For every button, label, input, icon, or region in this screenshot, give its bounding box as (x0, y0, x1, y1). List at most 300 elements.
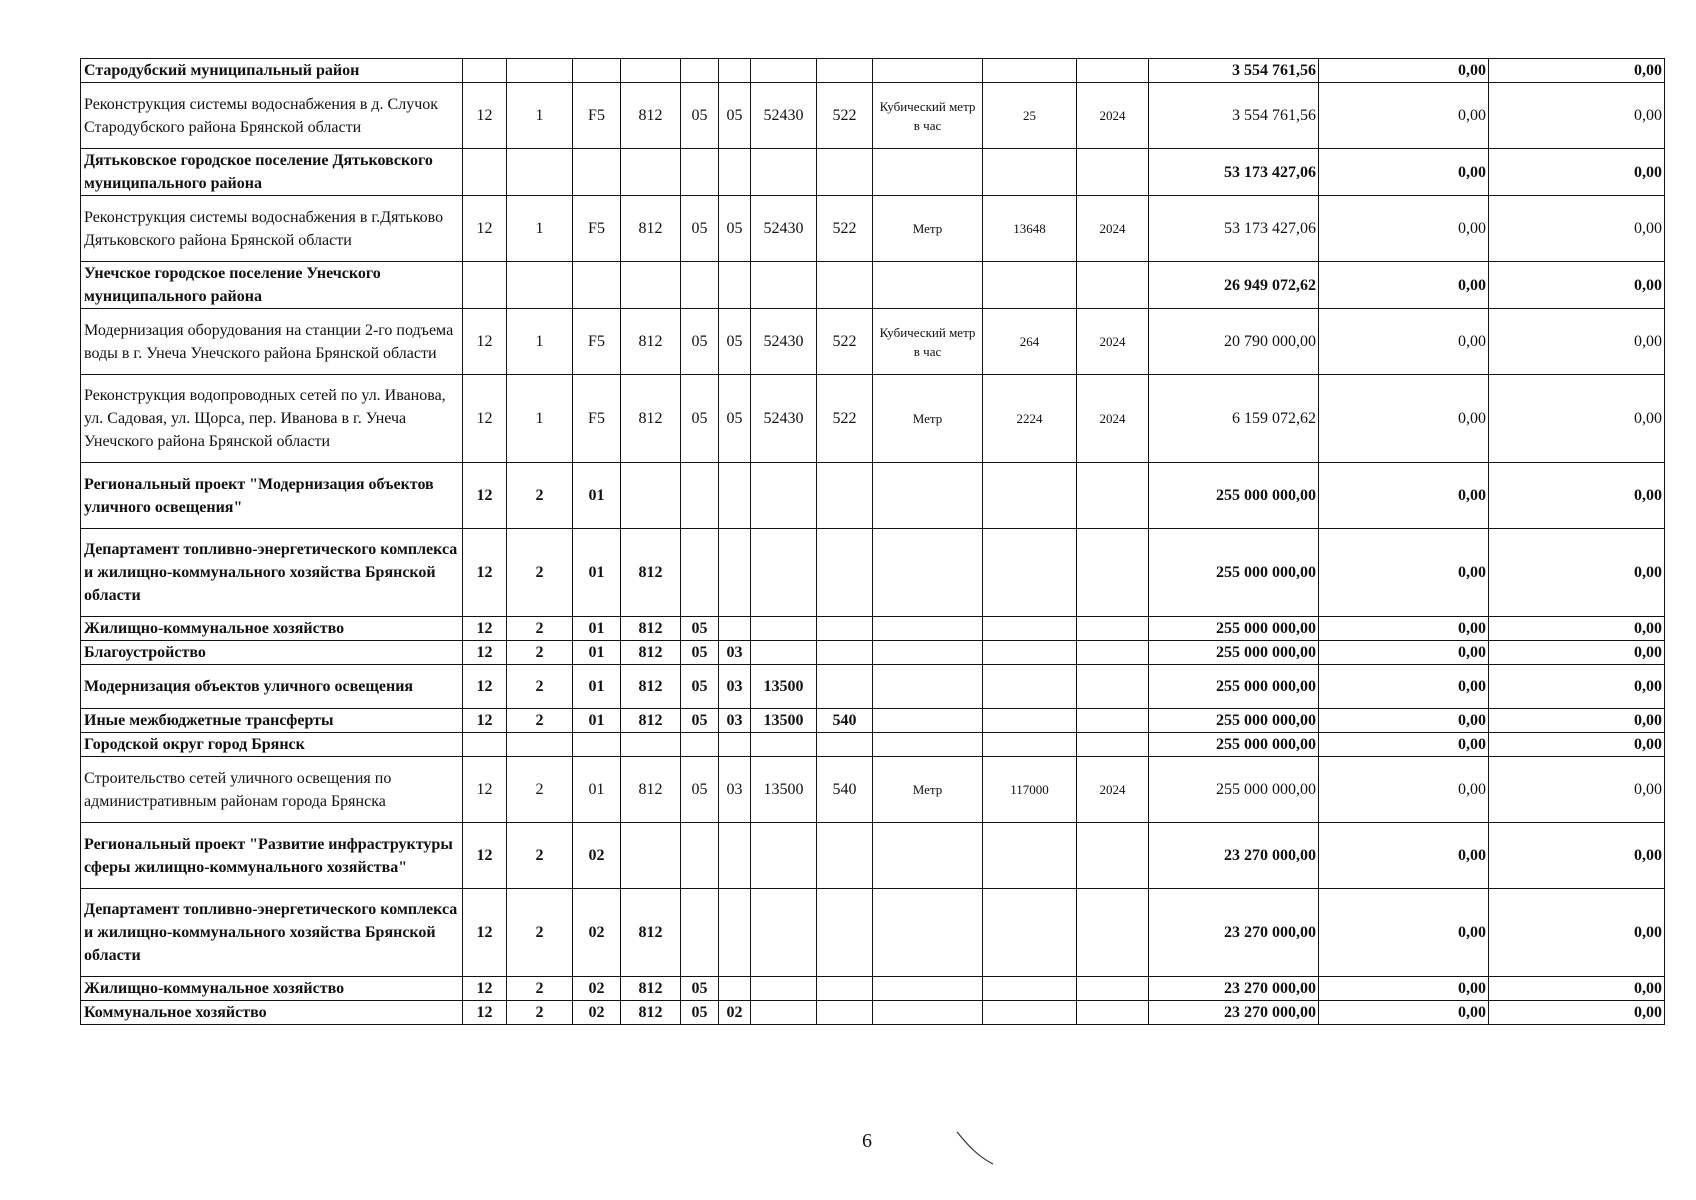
year-value (1077, 617, 1149, 641)
code-gp: 12 (463, 196, 507, 262)
code-rz (681, 59, 719, 83)
code-rz (681, 529, 719, 617)
unit-of-measure (873, 59, 983, 83)
code-pp (507, 59, 573, 83)
code-pr (719, 823, 751, 889)
code-pp: 2 (507, 823, 573, 889)
code-rz: 05 (681, 1001, 719, 1025)
table-row (81, 196, 1665, 262)
capacity-value (983, 977, 1077, 1001)
amount-2025: 0,00 (1319, 889, 1489, 977)
unit-of-measure (873, 823, 983, 889)
code-rz: 05 (681, 757, 719, 823)
code-pp: 2 (507, 529, 573, 617)
table-row (81, 309, 1665, 375)
row-name: Стародубский муниципальный район (81, 59, 463, 83)
amount-2025: 0,00 (1319, 823, 1489, 889)
table-row (81, 83, 1665, 149)
unit-of-measure (873, 617, 983, 641)
amount-2025: 0,00 (1319, 529, 1489, 617)
table-row (81, 375, 1665, 463)
code-gp: 12 (463, 617, 507, 641)
unit-of-measure (873, 977, 983, 1001)
code-gp: 12 (463, 83, 507, 149)
amount-2025: 0,00 (1319, 196, 1489, 262)
code-pp: 1 (507, 375, 573, 463)
amount-2025: 0,00 (1319, 309, 1489, 375)
capacity-value (983, 641, 1077, 665)
capacity-value (983, 463, 1077, 529)
table-row (81, 665, 1665, 709)
code-vr: 522 (817, 83, 873, 149)
capacity-value (983, 262, 1077, 309)
year-value (1077, 262, 1149, 309)
code-vr (817, 977, 873, 1001)
unit-of-measure (873, 733, 983, 757)
code-gp (463, 733, 507, 757)
code-vr: 522 (817, 309, 873, 375)
code-vr (817, 529, 873, 617)
code-vr: 522 (817, 375, 873, 463)
amount-2025: 0,00 (1319, 757, 1489, 823)
unit-of-measure: Метр (873, 196, 983, 262)
code-pp: 2 (507, 641, 573, 665)
year-value (1077, 709, 1149, 733)
amount-2024: 255 000 000,00 (1149, 709, 1319, 733)
code-pp: 1 (507, 309, 573, 375)
code-project: 01 (573, 757, 621, 823)
year-value: 2024 (1077, 83, 1149, 149)
code-pr: 03 (719, 757, 751, 823)
capacity-value: 2224 (983, 375, 1077, 463)
code-rz (681, 733, 719, 757)
unit-of-measure (873, 1001, 983, 1025)
code-pr (719, 149, 751, 196)
capacity-value (983, 733, 1077, 757)
code-project: 02 (573, 823, 621, 889)
table-row (81, 529, 1665, 617)
code-vr (817, 463, 873, 529)
amount-2026: 0,00 (1489, 59, 1665, 83)
capacity-value: 25 (983, 83, 1077, 149)
code-gp: 12 (463, 823, 507, 889)
amount-2026: 0,00 (1489, 709, 1665, 733)
year-value (1077, 823, 1149, 889)
capacity-value: 117000 (983, 757, 1077, 823)
code-project: F5 (573, 309, 621, 375)
code-gp: 12 (463, 665, 507, 709)
unit-of-measure: Кубический метр в час (873, 309, 983, 375)
code-project: F5 (573, 196, 621, 262)
amount-2024: 255 000 000,00 (1149, 757, 1319, 823)
code-pp: 2 (507, 617, 573, 641)
table-row (81, 709, 1665, 733)
table-row (81, 463, 1665, 529)
code-pr (719, 463, 751, 529)
code-pp: 2 (507, 1001, 573, 1025)
code-pp: 2 (507, 977, 573, 1001)
code-project: F5 (573, 83, 621, 149)
capacity-value (983, 149, 1077, 196)
row-name: Жилищно-коммунальное хозяйство (81, 977, 463, 1001)
code-grbs: 812 (621, 83, 681, 149)
code-pr: 03 (719, 709, 751, 733)
year-value (1077, 665, 1149, 709)
code-pr (719, 529, 751, 617)
amount-2026: 0,00 (1489, 641, 1665, 665)
unit-of-measure (873, 529, 983, 617)
amount-2024: 6 159 072,62 (1149, 375, 1319, 463)
code-project (573, 733, 621, 757)
table-row (81, 823, 1665, 889)
year-value (1077, 733, 1149, 757)
code-project (573, 149, 621, 196)
code-pr: 02 (719, 1001, 751, 1025)
amount-2024: 53 173 427,06 (1149, 196, 1319, 262)
row-name: Строительство сетей уличного освещения по административным районам города Брянска (81, 757, 463, 823)
amount-2024: 26 949 072,62 (1149, 262, 1319, 309)
table-row (81, 641, 1665, 665)
amount-2024: 255 000 000,00 (1149, 665, 1319, 709)
row-name: Жилищно-коммунальное хозяйство (81, 617, 463, 641)
amount-2026: 0,00 (1489, 196, 1665, 262)
code-target (751, 149, 817, 196)
code-rz: 05 (681, 977, 719, 1001)
amount-2024: 255 000 000,00 (1149, 529, 1319, 617)
code-pr (719, 617, 751, 641)
unit-of-measure (873, 709, 983, 733)
amount-2026: 0,00 (1489, 463, 1665, 529)
row-name: Департамент топливно-энергетического комплекса и жилищно-коммунального хозяйства Брянской области (81, 889, 463, 977)
code-vr (817, 1001, 873, 1025)
amount-2026: 0,00 (1489, 617, 1665, 641)
code-grbs: 812 (621, 375, 681, 463)
row-name: Модернизация оборудования на станции 2-го подъема воды в г. Унеча Унечского района Брянской области (81, 309, 463, 375)
amount-2024: 23 270 000,00 (1149, 977, 1319, 1001)
row-name: Городской округ город Брянск (81, 733, 463, 757)
amount-2026: 0,00 (1489, 149, 1665, 196)
code-grbs: 812 (621, 665, 681, 709)
code-gp: 12 (463, 757, 507, 823)
code-target: 52430 (751, 196, 817, 262)
unit-of-measure (873, 149, 983, 196)
table-row (81, 149, 1665, 196)
code-pr (719, 977, 751, 1001)
code-rz (681, 889, 719, 977)
code-rz (681, 149, 719, 196)
code-target (751, 529, 817, 617)
code-vr (817, 262, 873, 309)
code-rz: 05 (681, 709, 719, 733)
code-rz: 05 (681, 375, 719, 463)
amount-2026: 0,00 (1489, 823, 1665, 889)
code-pr (719, 59, 751, 83)
code-pr: 05 (719, 309, 751, 375)
code-project: 01 (573, 709, 621, 733)
year-value (1077, 977, 1149, 1001)
capacity-value: 264 (983, 309, 1077, 375)
unit-of-measure (873, 262, 983, 309)
code-target: 13500 (751, 665, 817, 709)
code-target (751, 823, 817, 889)
amount-2024: 20 790 000,00 (1149, 309, 1319, 375)
year-value (1077, 889, 1149, 977)
amount-2025: 0,00 (1319, 1001, 1489, 1025)
code-pr (719, 889, 751, 977)
amount-2024: 3 554 761,56 (1149, 83, 1319, 149)
amount-2026: 0,00 (1489, 665, 1665, 709)
page-number: 6 (862, 1130, 872, 1152)
table-row (81, 757, 1665, 823)
code-grbs: 812 (621, 977, 681, 1001)
code-target (751, 262, 817, 309)
code-gp (463, 149, 507, 196)
amount-2025: 0,00 (1319, 83, 1489, 149)
row-name: Благоустройство (81, 641, 463, 665)
amount-2024: 23 270 000,00 (1149, 823, 1319, 889)
amount-2025: 0,00 (1319, 617, 1489, 641)
unit-of-measure (873, 889, 983, 977)
code-vr (817, 823, 873, 889)
code-pr: 03 (719, 641, 751, 665)
code-gp: 12 (463, 375, 507, 463)
year-value: 2024 (1077, 375, 1149, 463)
amount-2026: 0,00 (1489, 309, 1665, 375)
code-vr (817, 889, 873, 977)
code-vr (817, 59, 873, 83)
amount-2026: 0,00 (1489, 1001, 1665, 1025)
row-name: Модернизация объектов уличного освещения (81, 665, 463, 709)
code-gp: 12 (463, 463, 507, 529)
amount-2024: 255 000 000,00 (1149, 617, 1319, 641)
code-rz (681, 463, 719, 529)
code-grbs: 812 (621, 617, 681, 641)
amount-2024: 255 000 000,00 (1149, 733, 1319, 757)
row-name: Унечское городское поселение Унечского муниципального района (81, 262, 463, 309)
amount-2026: 0,00 (1489, 375, 1665, 463)
code-pr (719, 262, 751, 309)
row-name: Дятьковское городское поселение Дятьковского муниципального района (81, 149, 463, 196)
row-name: Региональный проект "Модернизация объектов уличного освещения" (81, 463, 463, 529)
year-value (1077, 641, 1149, 665)
code-gp: 12 (463, 709, 507, 733)
capacity-value (983, 1001, 1077, 1025)
code-rz: 05 (681, 309, 719, 375)
amount-2025: 0,00 (1319, 665, 1489, 709)
code-target (751, 977, 817, 1001)
code-rz: 05 (681, 641, 719, 665)
code-grbs: 812 (621, 1001, 681, 1025)
code-grbs (621, 733, 681, 757)
code-pr (719, 733, 751, 757)
amount-2024: 255 000 000,00 (1149, 463, 1319, 529)
unit-of-measure: Метр (873, 375, 983, 463)
code-pp: 2 (507, 757, 573, 823)
code-project: F5 (573, 375, 621, 463)
code-project: 02 (573, 889, 621, 977)
code-pr: 05 (719, 375, 751, 463)
code-grbs: 812 (621, 196, 681, 262)
code-project: 01 (573, 641, 621, 665)
year-value (1077, 149, 1149, 196)
year-value: 2024 (1077, 196, 1149, 262)
row-name: Департамент топливно-энергетического комплекса и жилищно-коммунального хозяйства Брянской области (81, 529, 463, 617)
capacity-value: 13648 (983, 196, 1077, 262)
amount-2026: 0,00 (1489, 733, 1665, 757)
amount-2024: 23 270 000,00 (1149, 889, 1319, 977)
unit-of-measure (873, 463, 983, 529)
code-gp: 12 (463, 889, 507, 977)
code-pp: 2 (507, 889, 573, 977)
row-name: Реконструкция системы водоснабжения в д. Случок Стародубского района Брянской области (81, 83, 463, 149)
amount-2025: 0,00 (1319, 149, 1489, 196)
unit-of-measure (873, 641, 983, 665)
code-target (751, 617, 817, 641)
code-grbs: 812 (621, 641, 681, 665)
amount-2025: 0,00 (1319, 977, 1489, 1001)
amount-2025: 0,00 (1319, 463, 1489, 529)
code-vr: 540 (817, 709, 873, 733)
code-target: 52430 (751, 309, 817, 375)
row-name: Коммунальное хозяйство (81, 1001, 463, 1025)
code-project: 01 (573, 463, 621, 529)
amount-2025: 0,00 (1319, 375, 1489, 463)
code-target (751, 889, 817, 977)
code-pr: 05 (719, 83, 751, 149)
amount-2026: 0,00 (1489, 83, 1665, 149)
amount-2026: 0,00 (1489, 977, 1665, 1001)
year-value (1077, 529, 1149, 617)
capacity-value (983, 529, 1077, 617)
code-project: 01 (573, 617, 621, 641)
year-value (1077, 1001, 1149, 1025)
code-target (751, 1001, 817, 1025)
amount-2024: 255 000 000,00 (1149, 641, 1319, 665)
code-target: 13500 (751, 757, 817, 823)
table-row (81, 889, 1665, 977)
code-pp (507, 262, 573, 309)
year-value: 2024 (1077, 757, 1149, 823)
code-pp: 2 (507, 665, 573, 709)
capacity-value (983, 665, 1077, 709)
code-gp (463, 262, 507, 309)
code-rz: 05 (681, 196, 719, 262)
table-row (81, 1001, 1665, 1025)
code-gp: 12 (463, 641, 507, 665)
code-grbs (621, 463, 681, 529)
code-vr: 540 (817, 757, 873, 823)
amount-2025: 0,00 (1319, 709, 1489, 733)
amount-2026: 0,00 (1489, 262, 1665, 309)
code-vr (817, 149, 873, 196)
amount-2024: 23 270 000,00 (1149, 1001, 1319, 1025)
code-rz: 05 (681, 665, 719, 709)
amount-2026: 0,00 (1489, 889, 1665, 977)
code-rz: 05 (681, 617, 719, 641)
code-pp: 1 (507, 196, 573, 262)
amount-2026: 0,00 (1489, 757, 1665, 823)
code-rz: 05 (681, 83, 719, 149)
code-pr: 05 (719, 196, 751, 262)
code-gp: 12 (463, 529, 507, 617)
amount-2025: 0,00 (1319, 59, 1489, 83)
code-grbs: 812 (621, 709, 681, 733)
table-row (81, 617, 1665, 641)
budget-table (80, 58, 1665, 1025)
amount-2024: 3 554 761,56 (1149, 59, 1319, 83)
row-name: Региональный проект "Развитие инфраструктуры сферы жилищно-коммунального хозяйства" (81, 823, 463, 889)
capacity-value (983, 889, 1077, 977)
capacity-value (983, 59, 1077, 83)
row-name: Реконструкция системы водоснабжения в г.Дятьково Дятьковского района Брянской области (81, 196, 463, 262)
code-pp (507, 149, 573, 196)
amount-2025: 0,00 (1319, 733, 1489, 757)
table-row (81, 977, 1665, 1001)
code-target: 13500 (751, 709, 817, 733)
code-target (751, 59, 817, 83)
code-target (751, 641, 817, 665)
year-value (1077, 463, 1149, 529)
code-project (573, 262, 621, 309)
code-grbs (621, 149, 681, 196)
code-grbs (621, 59, 681, 83)
code-vr (817, 617, 873, 641)
code-target (751, 733, 817, 757)
code-vr (817, 641, 873, 665)
code-rz (681, 262, 719, 309)
amount-2025: 0,00 (1319, 262, 1489, 309)
code-project: 01 (573, 529, 621, 617)
year-value: 2024 (1077, 309, 1149, 375)
code-gp: 12 (463, 1001, 507, 1025)
unit-of-measure (873, 665, 983, 709)
code-target: 52430 (751, 375, 817, 463)
unit-of-measure: Кубический метр в час (873, 83, 983, 149)
row-name: Иные межбюджетные трансферты (81, 709, 463, 733)
code-project (573, 59, 621, 83)
code-grbs (621, 262, 681, 309)
unit-of-measure: Метр (873, 757, 983, 823)
year-value (1077, 59, 1149, 83)
amount-2024: 53 173 427,06 (1149, 149, 1319, 196)
code-gp (463, 59, 507, 83)
code-vr (817, 733, 873, 757)
code-gp: 12 (463, 977, 507, 1001)
capacity-value (983, 709, 1077, 733)
code-gp: 12 (463, 309, 507, 375)
code-target (751, 463, 817, 529)
code-grbs: 812 (621, 757, 681, 823)
code-pr: 03 (719, 665, 751, 709)
table-row (81, 59, 1665, 83)
code-target: 52430 (751, 83, 817, 149)
code-pp: 2 (507, 709, 573, 733)
code-grbs: 812 (621, 529, 681, 617)
code-vr (817, 665, 873, 709)
code-grbs: 812 (621, 309, 681, 375)
code-project: 02 (573, 1001, 621, 1025)
code-vr: 522 (817, 196, 873, 262)
code-grbs (621, 823, 681, 889)
table-row (81, 733, 1665, 757)
code-project: 02 (573, 977, 621, 1001)
code-project: 01 (573, 665, 621, 709)
amount-2026: 0,00 (1489, 529, 1665, 617)
code-grbs: 812 (621, 889, 681, 977)
code-pp: 2 (507, 463, 573, 529)
capacity-value (983, 823, 1077, 889)
code-pp (507, 733, 573, 757)
